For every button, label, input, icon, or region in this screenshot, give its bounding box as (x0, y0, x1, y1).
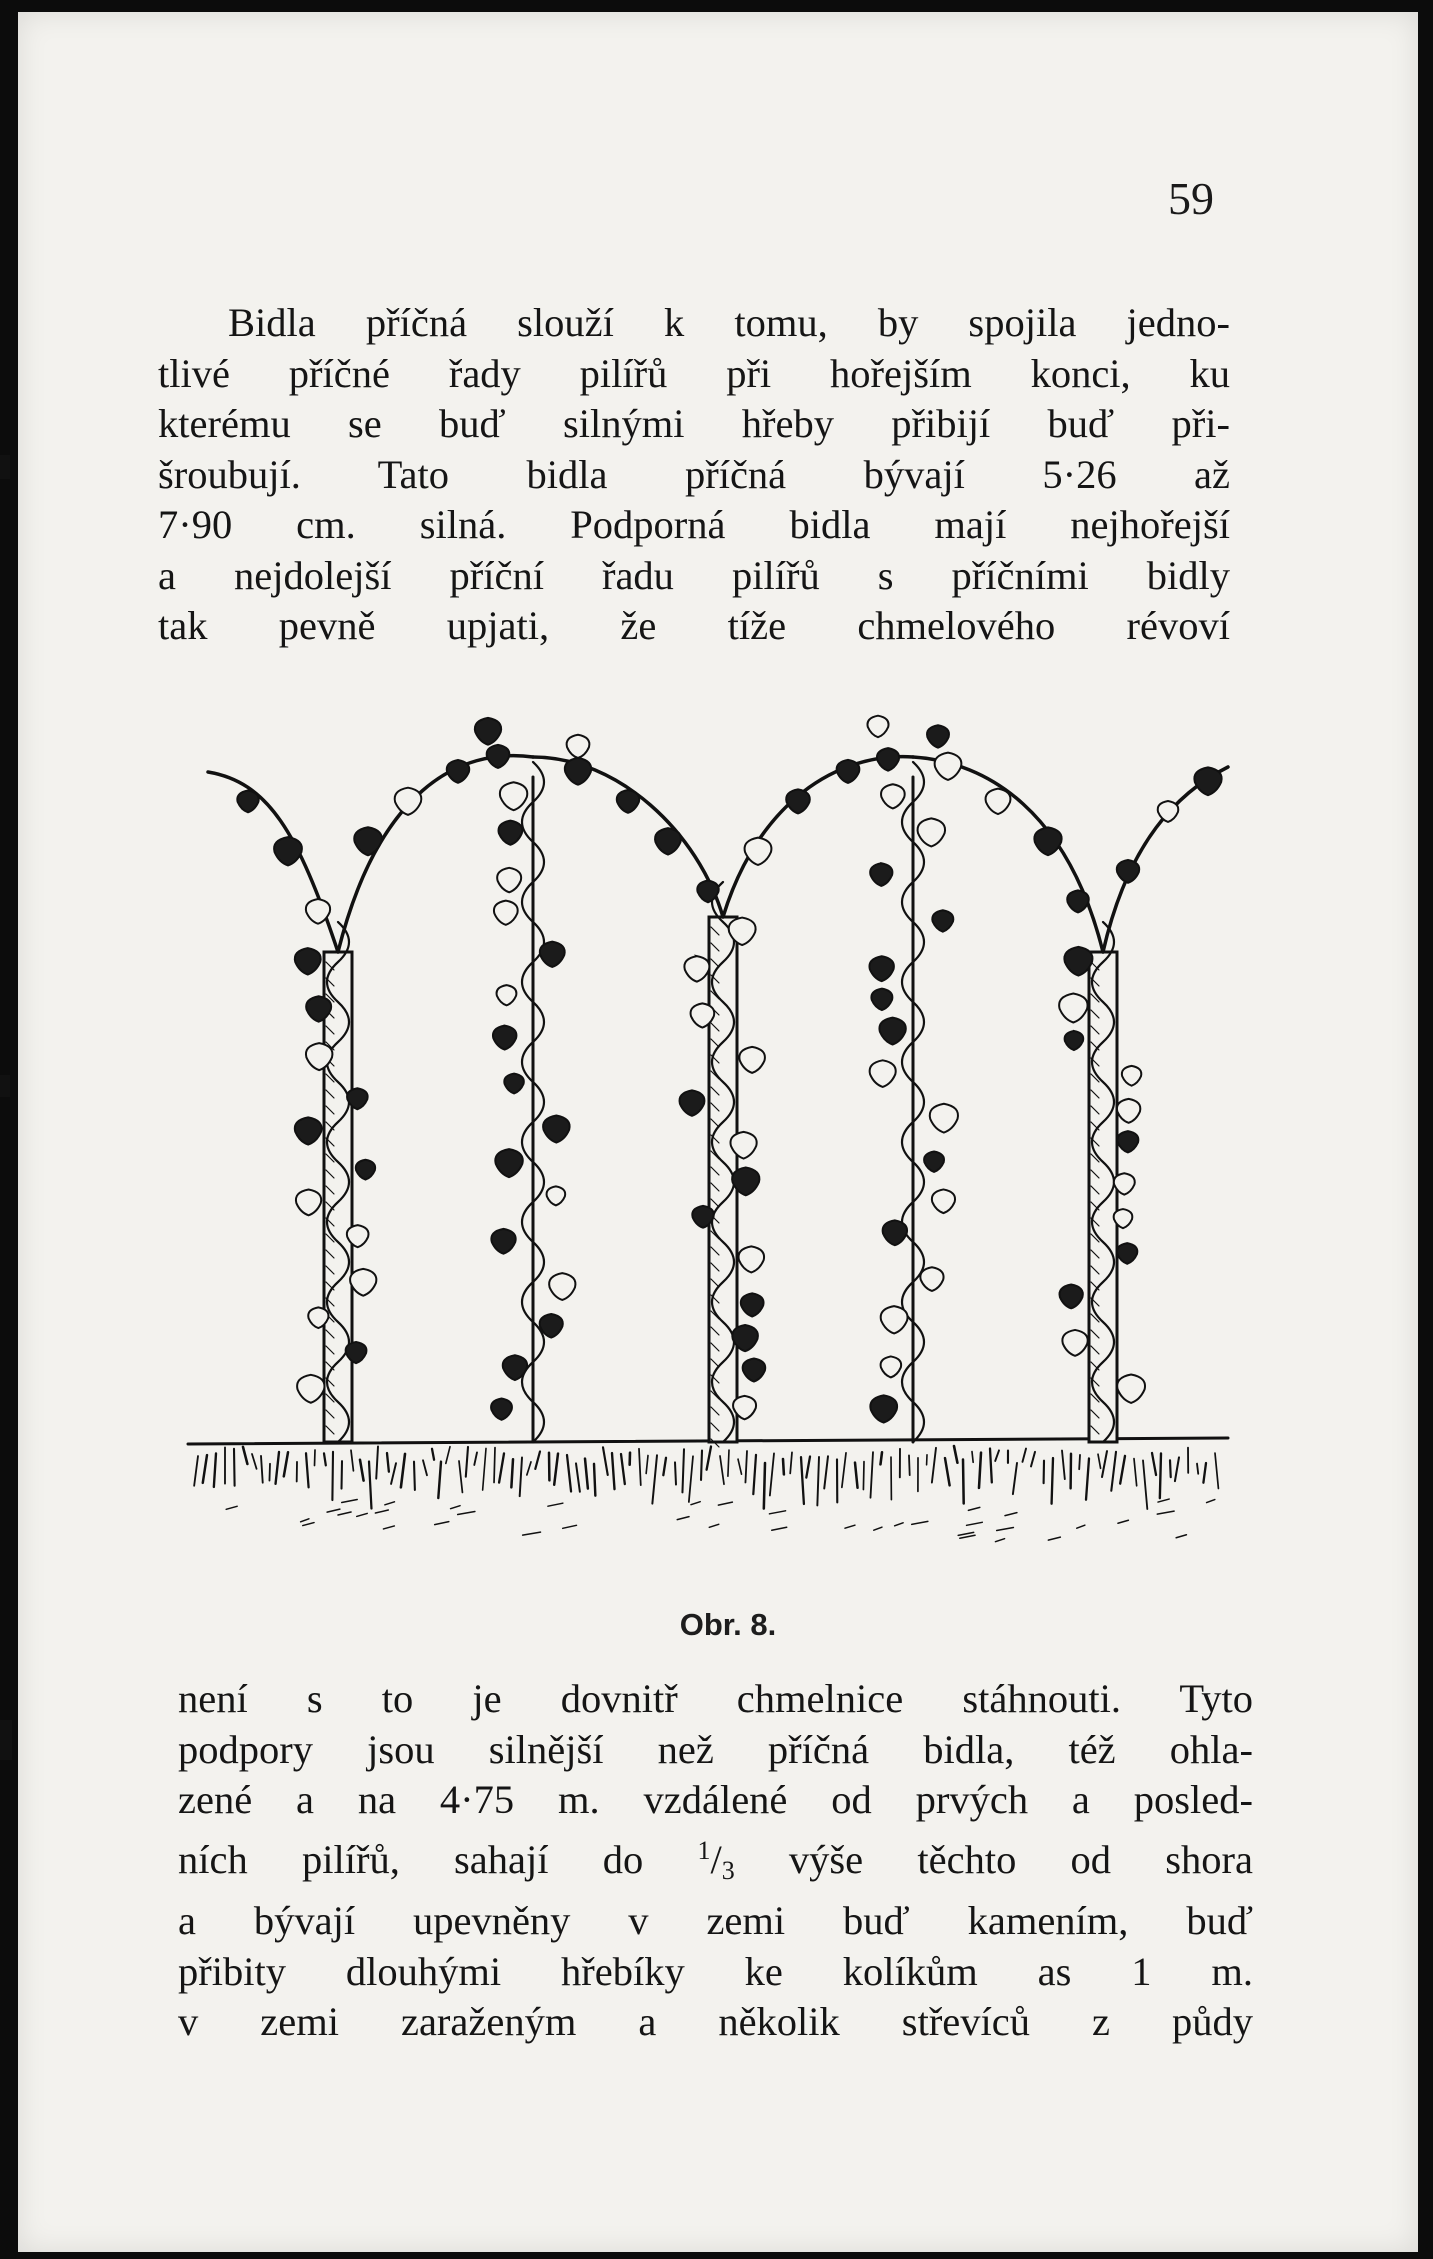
soil-hatch (1111, 1452, 1116, 1491)
soil-hatch (824, 1456, 828, 1488)
soil-hatch (817, 1457, 819, 1505)
soil-hatch (675, 1462, 676, 1484)
hop-leaf (237, 791, 258, 813)
hop-leaf (487, 745, 510, 768)
soil-hatch (458, 1511, 475, 1514)
hop-leaf (475, 718, 501, 745)
hop-leaf (1122, 1066, 1141, 1086)
figure-caption: Obr. 8. (679, 1607, 777, 1642)
soil-hatch (451, 1506, 460, 1509)
soil-hatch (790, 1452, 792, 1473)
hop-trellis-illustration (18, 12, 1418, 1612)
soil-hatch (376, 1446, 378, 1478)
soil-hatch (1079, 1455, 1080, 1469)
soil-hatch (895, 1523, 903, 1526)
soil-hatch (511, 1459, 513, 1487)
hop-leaf (1059, 994, 1087, 1023)
soil-hatch (652, 1455, 657, 1503)
text-line: 7·90 cm. silná. Podporná bidla mají nejhořejší (158, 502, 1230, 547)
hop-leaf (1034, 827, 1061, 855)
soil-hatch (701, 1451, 702, 1480)
hop-leaf (932, 910, 953, 931)
soil-hatch (576, 1463, 580, 1491)
hop-leaf (491, 1229, 515, 1254)
soil-hatch (718, 1502, 732, 1505)
hop-leaf (500, 782, 527, 810)
soil-hatch (639, 1449, 641, 1485)
text-line: v zemi zaraženým a několik střevíců z půdy (178, 1999, 1253, 2044)
soil-hatch (554, 1454, 558, 1485)
hop-leaf (447, 760, 469, 783)
soil-hatch (783, 1459, 784, 1474)
soil-hatch (375, 1510, 388, 1513)
fraction-line-before: ních pilířů, sahají do (178, 1836, 644, 1882)
soil-hatch (728, 1450, 729, 1476)
soil-hatch (1176, 1535, 1186, 1538)
soil-hatch (243, 1447, 247, 1464)
soil-hatch (301, 1519, 309, 1522)
hop-leaf (499, 821, 523, 845)
soil-hatch (594, 1464, 595, 1496)
soil-hatch (214, 1453, 216, 1487)
soil-hatch (535, 1451, 540, 1468)
hop-leaf (883, 1220, 907, 1245)
vine-arch (533, 757, 723, 917)
hop-leaf (870, 1395, 897, 1422)
soil-hatch (284, 1452, 288, 1476)
hop-leaf (295, 948, 321, 974)
soil-hatch (385, 1502, 395, 1505)
soil-hatch (972, 1452, 973, 1463)
hop-leaf (741, 1293, 764, 1316)
soil-hatch (1005, 1513, 1017, 1516)
text-line-with-fraction (178, 1826, 1253, 1897)
soil-hatch (1077, 1525, 1085, 1528)
soil-hatch (677, 1517, 689, 1520)
soil-hatch (738, 1459, 742, 1474)
soil-hatch (269, 1464, 270, 1481)
soil-hatch (360, 1460, 364, 1481)
vine-arch (208, 772, 338, 952)
hop-leaf (1067, 890, 1089, 912)
hop-leaf (491, 1398, 512, 1419)
vine-arch (723, 757, 913, 917)
soil-hatch (621, 1454, 625, 1484)
soil-hatch (342, 1500, 357, 1503)
hop-leaf (684, 956, 709, 982)
soil-hatch (474, 1452, 477, 1465)
fraction-one-third (697, 1835, 735, 1885)
hop-leaf (924, 1152, 944, 1172)
hop-leaf (497, 985, 517, 1005)
hop-leaf (870, 863, 892, 886)
soil-hatch (446, 1447, 450, 1464)
hop-leaf (739, 1047, 765, 1073)
scan-edge-mark (0, 1720, 12, 1760)
fraction-denominator: 3 (721, 1855, 735, 1885)
hop-leaf (1117, 1099, 1140, 1123)
hop-leaf (567, 735, 590, 758)
soil-hatch (1031, 1452, 1035, 1467)
hop-leaf (495, 1149, 522, 1177)
soil-hatch (855, 1463, 858, 1488)
soil-hatch (880, 1452, 882, 1464)
soil-hatch (990, 1449, 992, 1483)
soil-hatch (276, 1452, 279, 1484)
paragraph-bottom (178, 1674, 1253, 2048)
hop-leaf (1117, 1375, 1145, 1403)
soil-hatch (997, 1528, 1014, 1531)
soil-hatch (958, 1532, 973, 1535)
soil-hatch (1170, 1460, 1171, 1477)
hop-leaf (1059, 1285, 1082, 1309)
hop-leaf (927, 725, 949, 747)
soil-hatch (707, 1446, 711, 1469)
soil-hatch (324, 1453, 326, 1465)
soil-hatch (483, 1448, 486, 1490)
soil-hatch (1203, 1463, 1206, 1483)
soil-hatch (401, 1454, 405, 1487)
soil-hatch (567, 1455, 571, 1491)
hop-leaf (547, 1186, 566, 1205)
text-line: Bidla příčná slouží k tomu, by spojila jedno- (228, 300, 1230, 345)
book-page (18, 12, 1418, 2252)
hop-leaf (918, 818, 946, 846)
soil-hatch (1013, 1463, 1017, 1494)
hop-leaf (1117, 1243, 1137, 1264)
hop-leaf (871, 989, 892, 1010)
soil-hatch (1102, 1451, 1107, 1477)
hop-leaf (617, 790, 639, 813)
soil-hatch (945, 1458, 950, 1485)
soil-hatch (845, 1525, 855, 1528)
soil-hatch (520, 1458, 522, 1497)
hop-leaf (739, 1246, 765, 1272)
soil-hatch (995, 1539, 1004, 1542)
soil-hatch (438, 1462, 441, 1498)
text-line: zené a na 4·75 m. vzdálené od prvých a posled- (178, 1777, 1253, 1822)
soil-hatch (646, 1455, 648, 1473)
hop-leaf (1117, 1131, 1138, 1152)
soil-hatch (423, 1460, 427, 1475)
soil-hatch (1048, 1537, 1060, 1540)
soil-hatch (967, 1522, 983, 1525)
soil-hatch (369, 1461, 371, 1508)
soil-hatch (466, 1447, 468, 1477)
soil-hatch (979, 1453, 981, 1488)
soil-hatch (764, 1463, 765, 1508)
soil-hatch (842, 1453, 846, 1487)
soil-hatch (391, 1463, 396, 1484)
soil-hatch (995, 1450, 999, 1461)
hop-leaf (679, 1090, 704, 1115)
soil-hatch (252, 1454, 257, 1469)
fraction-numerator: 1 (697, 1835, 711, 1865)
soil-hatch (1143, 1460, 1147, 1509)
soil-hatch (954, 1446, 957, 1463)
soil-hatch (909, 1455, 910, 1475)
soil-hatch (357, 1513, 368, 1516)
soil-hatch (1022, 1449, 1026, 1462)
soil-hatch (709, 1524, 718, 1527)
hop-leaf (743, 1358, 766, 1381)
hop-leaf (881, 1356, 902, 1377)
hop-leaf (350, 1269, 376, 1296)
hop-leaf (986, 789, 1011, 814)
soil-hatch (494, 1448, 495, 1483)
soil-hatch (603, 1447, 608, 1475)
soil-hatch (1120, 1456, 1125, 1484)
soil-hatch (203, 1455, 207, 1483)
soil-hatch (874, 1527, 882, 1530)
hop-leaf (837, 760, 860, 783)
soil-hatch (801, 1457, 804, 1504)
text-line: kterému se buď silnými hřeby přibijí buď při- (158, 401, 1230, 446)
soil-hatch (548, 1503, 563, 1506)
soil-hatch (585, 1459, 588, 1489)
scan-edge-mark (0, 455, 10, 479)
hop-leaf (881, 784, 905, 808)
soil-hatch (1215, 1453, 1218, 1488)
soil-hatch (1134, 1459, 1137, 1486)
hop-leaf (274, 837, 302, 865)
hop-leaf (745, 838, 772, 865)
hop-leaf (504, 1074, 523, 1094)
hop-leaf (356, 1160, 375, 1180)
fraction-line-after: výše těchto od shora (788, 1836, 1253, 1882)
hop-leaf (549, 1273, 575, 1300)
page-number: 59 (1168, 173, 1214, 224)
hop-leaf (1158, 801, 1179, 822)
hop-leaf (493, 1026, 516, 1050)
soil-hatch (1062, 1451, 1065, 1480)
soil-hatch (870, 1452, 873, 1498)
soil-hatch (563, 1525, 577, 1528)
soil-hatch (1052, 1458, 1053, 1504)
soil-hatch (753, 1455, 756, 1494)
soil-hatch (303, 1523, 314, 1526)
soil-hatch (194, 1456, 198, 1486)
hop-leaf (1062, 1330, 1087, 1356)
hop-leaf (1194, 767, 1221, 795)
soil-hatch (1160, 1453, 1161, 1498)
text-line: není s to je dovnitř chmelnice stáhnouti. Tyto (178, 1676, 1253, 1721)
soil-hatch (770, 1453, 774, 1495)
soil-hatch (720, 1456, 724, 1484)
soil-hatch (1157, 1511, 1174, 1514)
text-line: tak pevně upjati, že tíže chmelového révoví (158, 603, 1230, 648)
soil-hatch (806, 1457, 810, 1478)
hop-leaf (297, 1375, 324, 1403)
hop-leaf (497, 868, 521, 892)
soil-hatch (306, 1453, 309, 1487)
soil-hatch (499, 1453, 504, 1482)
soil-hatch (432, 1449, 434, 1460)
text-line: a nejdolejší příční řadu pilířů s příčními bidly (158, 552, 1230, 598)
soil-hatch (1152, 1453, 1156, 1475)
soil-hatch (968, 1507, 979, 1510)
soil-hatch (459, 1461, 462, 1492)
soil-hatch (527, 1462, 531, 1475)
text-line: a bývají upevněny v zemi buď kamením, buď (178, 1898, 1253, 1943)
soil-hatch (1207, 1500, 1215, 1503)
hop-leaf (881, 1306, 908, 1333)
soil-hatch (523, 1532, 541, 1535)
soil-hatch (772, 1527, 787, 1530)
soil-hatch (612, 1453, 615, 1489)
soil-hatch (663, 1458, 666, 1475)
hop-leaf (867, 716, 888, 737)
soil-hatch (261, 1456, 263, 1483)
soil-hatch (691, 1502, 700, 1505)
hop-leaf (540, 942, 565, 967)
hop-leaf (655, 828, 681, 854)
soil-hatch (682, 1449, 684, 1492)
soil-hatch (963, 1460, 964, 1504)
text-line: šroubují. Tato bidla příčná bývají 5·26 až (158, 451, 1230, 497)
hop-leaf (565, 758, 591, 785)
soil-hatch (932, 1448, 936, 1483)
hop-leaf (494, 901, 518, 925)
hop-leaf (869, 956, 893, 981)
hop-leaf (920, 1267, 943, 1291)
soil-hatch (1175, 1457, 1179, 1481)
hop-leaf (1065, 1031, 1084, 1050)
soil-hatch (338, 1512, 351, 1515)
soil-hatch (387, 1453, 389, 1472)
hop-leaf (1117, 860, 1139, 883)
soil-hatch (327, 1509, 340, 1512)
soil-hatch (1197, 1464, 1198, 1474)
soil-hatch (1158, 1499, 1169, 1502)
hop-leaf (879, 1018, 905, 1045)
soil-hatch (960, 1535, 975, 1538)
soil-hatch (435, 1522, 449, 1525)
hop-leaf (295, 1117, 322, 1144)
text-line: podpory jsou silnější než příčná bidla, též ohla- (178, 1726, 1253, 1772)
hop-leaf (932, 1189, 955, 1213)
hop-leaf (296, 1189, 321, 1215)
soil-hatch (689, 1456, 693, 1502)
soil-hatch (912, 1521, 928, 1524)
hop-leaf (870, 1060, 896, 1087)
hop-leaf (543, 1115, 569, 1142)
soil-hatch (332, 1452, 333, 1500)
text-line: tlivé příčné řady pilířů při hořejším konci, ku (158, 350, 1230, 396)
hop-leaf (935, 753, 962, 780)
hop-leaf (930, 1104, 958, 1133)
soil-hatch (226, 1506, 237, 1509)
hop-leaf (395, 788, 422, 815)
hop-leaf (786, 789, 810, 813)
scan-edge-mark (0, 1075, 10, 1097)
text-line: přibity dlouhými hřebíky ke kolíkům as 1 m. (178, 1948, 1253, 1994)
soil-hatch (769, 1511, 785, 1514)
soil-hatch (1098, 1454, 1101, 1468)
soil-hatch (863, 1462, 864, 1490)
soil-hatch (234, 1449, 235, 1486)
soil-hatch (414, 1462, 415, 1490)
soil-hatch (745, 1451, 747, 1482)
hop-leaf (354, 827, 381, 855)
hop-leaf (877, 748, 899, 771)
soil-hatch (1118, 1520, 1128, 1523)
soil-hatch (351, 1450, 353, 1471)
soil-hatch (1086, 1458, 1089, 1499)
soil-hatch (383, 1526, 394, 1529)
fraction-slash: / (710, 1836, 722, 1882)
